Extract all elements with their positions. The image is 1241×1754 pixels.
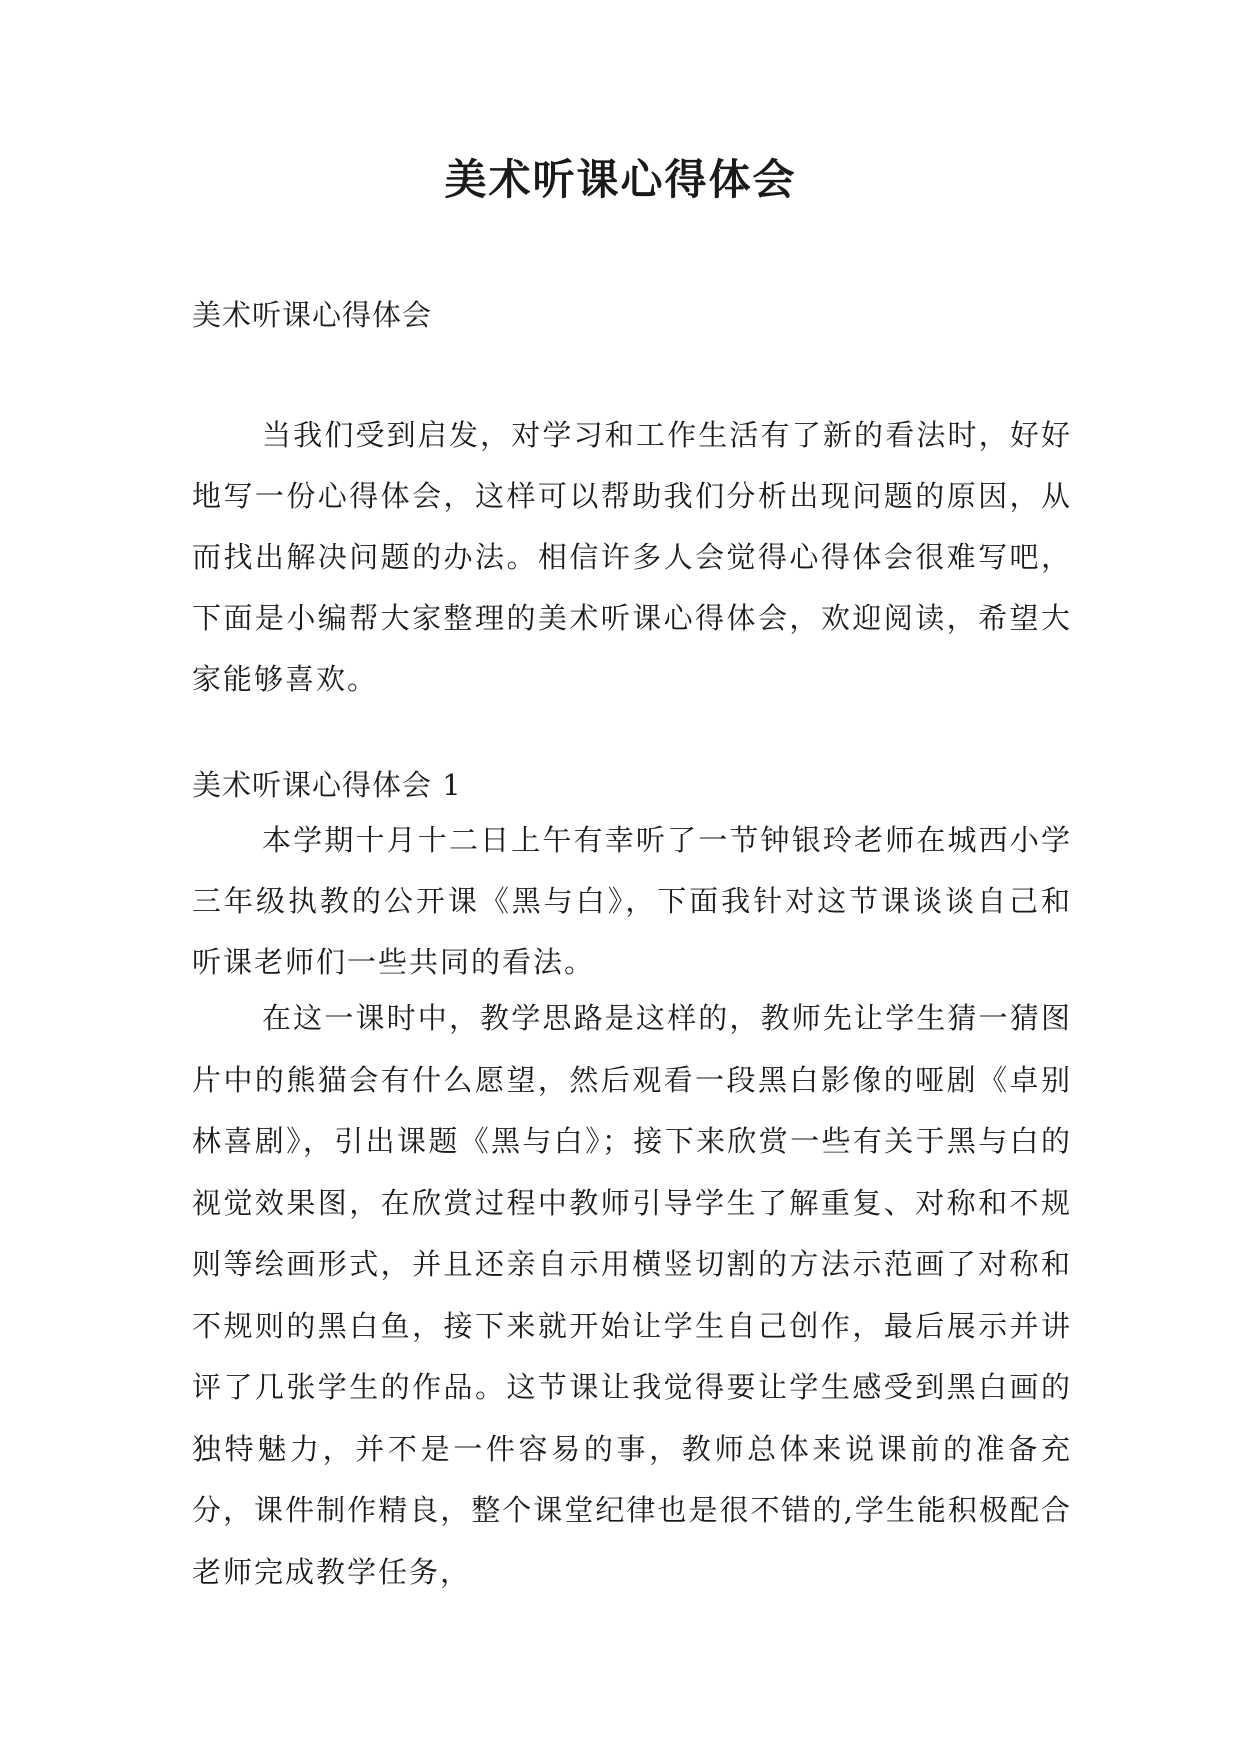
- section1-paragraph-2: 在这一课时中，教学思路是这样的，教师先让学生猜一猜图片中的熊猫会有什么愿望，然后观看一段黑白影像的哑剧《卓别林喜剧》，引出课题《黑与白》；接下来欣赏一些有关于黑与白的视觉效果图，在欣赏过程中教师引导学生了解重复、对称和不规则等绘画形式，并且还亲自示用横竖切割的方法示范画了对称和不规则的黑白鱼，接下来就开始让学生自己创作，最后展示并讲评了几张学生的作品。这节课让我觉得要让学生感受到黑白画的独特魅力，并不是一件容易的事，教师总体来说课前的准备充分，课件制作精良，整个课堂纪律也是很不错的,学生能积极配合老师完成教学任务，: [192, 1001, 1072, 1589]
- page-title: 美术听课心得体会: [444, 155, 797, 204]
- section-heading-1: 美术听课心得体会 1: [192, 768, 462, 802]
- intro-paragraph: 当我们受到启发，对学习和工作生活有了新的看法时，好好地写一份心得体会，这样可以帮助我们分析出现问题的原因，从而找出解决问题的办法。相信许多人会觉得心得体会很难写吧，下面是小编帮大家整理的美术听课心得体会，欢迎阅读，希望大家能够喜欢。: [192, 418, 1072, 696]
- section1-paragraph-1: 本学期十月十二日上午有幸听了一节钟银玲老师在城西小学三年级执教的公开课《黑与白》，下面我针对这节课谈谈自己和听课老师们一些共同的看法。: [192, 823, 1072, 979]
- document-subtitle: 美术听课心得体会: [192, 298, 433, 332]
